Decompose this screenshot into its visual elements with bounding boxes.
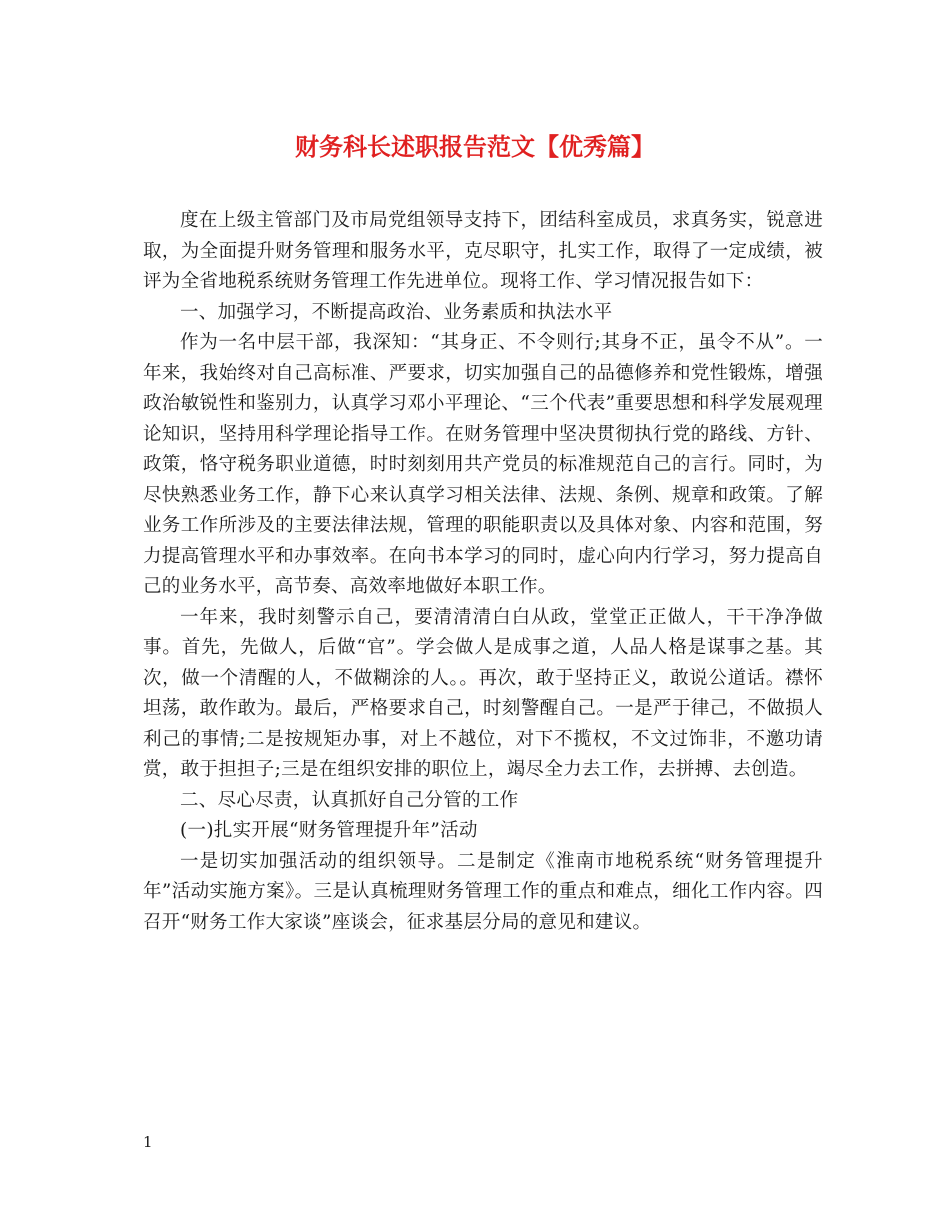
document-body [143,206,823,938]
document-title: 财务科长述职报告范文【优秀篇】 [295,132,655,161]
paragraph-self-discipline: 一年来，我时刻警示自己，要清清清白白从政，堂堂正正做人，干干净净做事。首先，先做人，后做“官”。学会做人是成事之道，人品人格是谋事之基。其次，做一个清醒的人，不做糊涂的人。。再次，敢于坚持正义，敢说公道话。襟怀坦荡，敢作敢为。最后，严格要求自己，时刻警醒自己。一是严于律己，不做损人利己的事情;二是按规矩办事，对上不越位，对下不揽权，不文过饰非，不邀功请赏，敢于担担子;三是在组织安排的职位上，竭尽全力去工作，去拼搏、去创造。 [143,606,823,780]
page-number: 1 [143,1133,153,1151]
paragraph-activity: 一是切实加强活动的组织领导。二是制定《淮南市地税系统“财务管理提升年”活动实施方案》。三是认真梳理财务管理工作的重点和难点，细化工作内容。四召开“财务工作大家谈”座谈会，征求基层分局的意见和建议。 [143,850,823,933]
paragraph-intro: 度在上级主管部门及市局党组领导支持下，团结科室成员，求真务实，锐意进取，为全面提升财务管理和服务水平，克尽职守，扎实工作，取得了一定成绩，被评为全省地税系统财务管理工作先进单位。现将工作、学习情况报告如下： [143,210,823,292]
section-heading-2: 二、尽心尽责，认真抓好自己分管的工作 [180,789,519,811]
paragraph-study: 作为一名中层干部，我深知：“其身正、不令则行;其身不正，虽令不从”。一年来，我始终对自己高标准、严要求，切实加强自己的品德修养和党性锻炼，增强政治敏锐性和鉴别力，认真学习邓小平理论、“三个代表”重要思想和科学发展观理论知识，坚持用科学理论指导工作。在财务管理中坚决贯彻执行党的路线、方针、政策，恪守税务职业道德，时时刻刻用共产党员的标准规范自己的言行。同时，为尽快熟悉业务工作，静下心来认真学习相关法律、法规、条例、规章和政策。了解业务工作所涉及的主要法律法规，管理的职能职责以及具体对象、内容和范围，努力提高管理水平和办事效率。在向书本学习的同时，虚心向内行学习，努力提高自己的业务水平，高节奏、高效率地做好本职工作。 [143,332,823,597]
section-heading-1: 一、加强学习，不断提高政治、业务素质和执法水平 [180,301,613,323]
subsection-heading-1: (一)扎实开展“财务管理提升年”活动 [180,820,478,841]
